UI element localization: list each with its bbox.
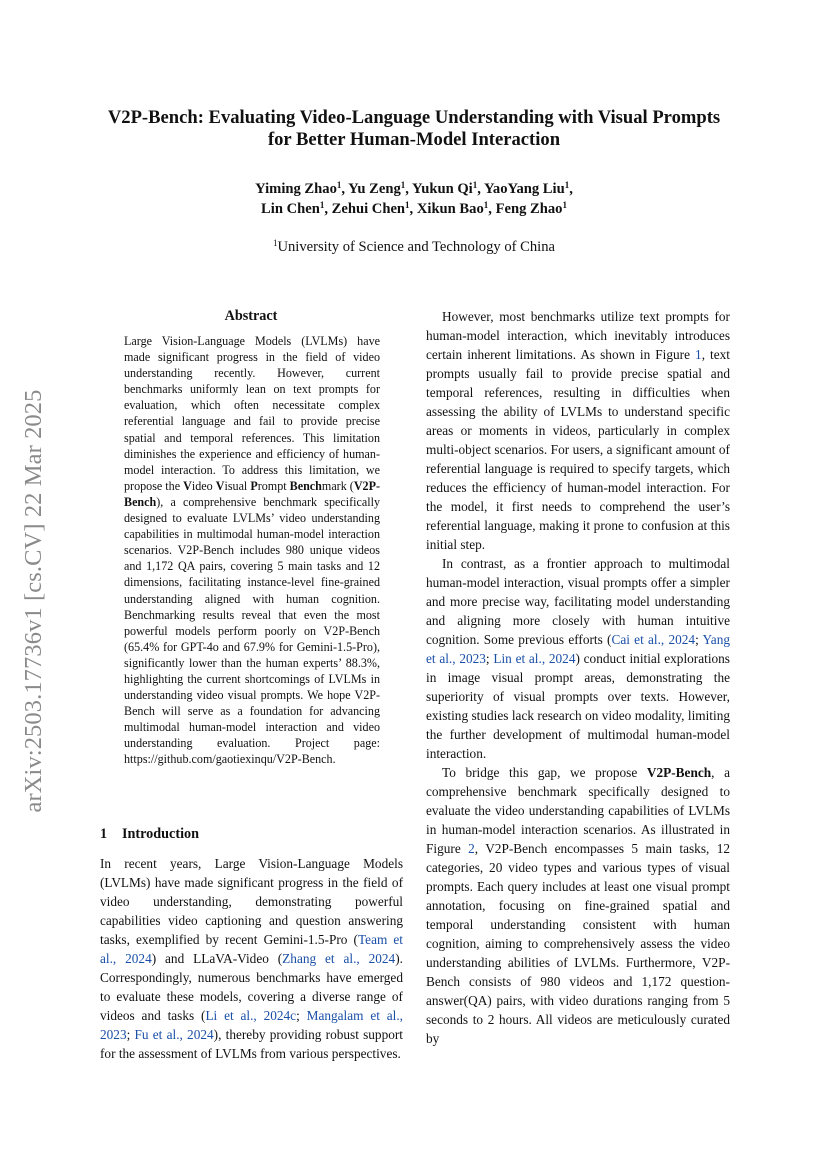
abstract-heading: Abstract [224, 308, 278, 324]
citation-link[interactable]: Zhang et al., 2024 [282, 951, 396, 966]
paragraph-text: However, most benchmarks utilize text prompts for human-model interaction, which inevitably introduces certain inherent limitations. As shown in Figure [426, 309, 730, 362]
author-name: Yukun Qi [412, 181, 473, 197]
intro-paragraph-4 [426, 763, 730, 1048]
paragraph-text: ; [126, 1027, 135, 1042]
abstract-text-part: rompt [257, 478, 290, 493]
paragraph-text: ; [485, 651, 494, 666]
author-line-2: Lin Chen$^1$, Zehui Chen$^1$, Xikun Bao$^1$, Feng Zhao$^1$ [261, 200, 567, 217]
paragraph-text: ). Correspondingly, numerous benchmarks have emerged to evaluate these models, covering a diverse range of videos and tasks ( [100, 951, 403, 1023]
paragraph-text: ) conduct initial explorations in image visual prompt areas, demonstrating the superiority of visual prompts over texts. However, existing studies lack research on video modality, limiting the further development of multimodal human-model interaction. [426, 651, 730, 761]
abstract-text [124, 333, 380, 768]
author-name: Yu Zeng [348, 181, 401, 197]
abstract-acronym-letter: Bench [289, 478, 322, 493]
right-column [426, 307, 730, 1048]
author-name: Lin Chen [261, 201, 320, 217]
figure-reference-link[interactable]: 1 [695, 347, 702, 362]
author-list [140, 179, 688, 219]
author-line-1: Yiming Zhao$^1$, Yu Zeng$^1$, Yukun Qi$^1$, YaoYang Liu$^1$, [255, 180, 573, 197]
intro-paragraph-1 [100, 854, 403, 1063]
author-affil-mark: 1 [405, 200, 410, 210]
paragraph-text: In contrast, as a frontier approach to multimodal human-model interaction, visual prompts offer a simpler and more precise way, facilitating model understanding and aligning more closely with human intuitive cognition. Some previous efforts ( [426, 556, 730, 647]
abstract-text-part: ), a comprehensive benchmark specifically designed to evaluate LVLMs’ video understanding capabilities in multimodal human-model interaction scenarios. V2P-Bench includes 980 unique videos and 1,172 QA pairs, covering 5 main tasks and 12 dimensions, facilitating instance-level fine-grained understanding aligned with human cognition. Benchmarking results reveal that even the most powerful models perform poorly on V2P-Bench (65.4% for GPT-4o and 67.9% for Gemini-1.5-Pro), significantly lower than the human experts’ 88.3%, highlighting the current shortcomings of LVLMs in understanding video visual prompts. We hope V2P-Bench will serve as a foundation for advancing multimodal human-model interaction and video understanding evaluation. Project page: https://github.com/gaotiexinqu/V2P-Bench. [124, 494, 380, 767]
citation-link[interactable]: Cai et al., 2024 [611, 632, 696, 647]
intro-paragraph-2 [426, 307, 730, 554]
paragraph-text: ; [695, 632, 703, 647]
author-affil-mark: 1 [483, 200, 489, 210]
affiliation-name: University of Science and Technology of China [277, 239, 556, 255]
arxiv-sidebar [8, 356, 60, 846]
abstract-text-part: isual [224, 478, 251, 493]
paragraph-text: In recent years, Large Vision-Language Models (LVLMs) have made significant progress in the field of video understanding, demonstrating powerful capabilities video captioning and question answering tasks, exemplified by recent Gemini-1.5-Pro ( [100, 856, 403, 947]
author-name: Yiming Zhao [255, 181, 337, 197]
benchmark-name: V2P-Bench [124, 478, 381, 509]
author-name: Zehui Chen [331, 201, 406, 217]
citation-link[interactable]: Team et al., 2024 [100, 932, 404, 966]
author-name: YaoYang Liu [484, 181, 565, 197]
section-number: 1 [100, 826, 108, 842]
section-title: Introduction [122, 826, 199, 842]
author-affil-mark: 1 [472, 180, 478, 190]
author-affil-mark: 1 [400, 180, 406, 190]
paragraph-text: ), thereby providing robust support for the assessment of LVLMs from various perspectives. [100, 1027, 403, 1061]
citation-link[interactable]: Lin et al., 2024 [493, 651, 576, 666]
author-affil-mark: 1 [336, 180, 342, 190]
author-affil-mark: 1 [564, 180, 570, 190]
benchmark-name: V2P-Bench [646, 765, 712, 780]
abstract-text-part: ideo [191, 478, 216, 493]
author-affil-mark: 1 [562, 200, 567, 210]
paragraph-text: To bridge this gap, we propose [442, 765, 647, 780]
affiliation-mark: 1 [272, 238, 278, 248]
citation-link[interactable]: Li et al., 2024c [205, 1008, 297, 1023]
abstract-acronym-letter: P [250, 478, 258, 493]
arxiv-identifier: arXiv:2503.17736v1 [cs.CV] 22 Mar 2025 [20, 389, 47, 813]
paragraph-text: ) and LLaVA-Video ( [151, 951, 283, 966]
section-heading-introduction [100, 825, 199, 843]
paragraph-text: , a comprehensive benchmark specifically designed to evaluate the video understanding capabilities of LVLMs in human-model interaction scenarios. As illustrated in Figure [426, 765, 730, 856]
paragraph-text: ; [296, 1008, 307, 1023]
citation-link[interactable]: Mangalam et al., 2023 [100, 1008, 403, 1042]
paragraph-text: , V2P-Bench encompasses 5 main tasks, 12 categories, 20 video types and various types of visual prompts. Each query includes at least one visual prompt annotation, focusing on fine-grained spatial and temporal understanding consistent with human cognition, aiming to comprehensively assess the video understanding abilities of LVLMs. Furthermore, V2P-Bench consists of 980 videos and 1,172 question-answer(QA) pairs, with video durations ranging from 5 seconds to 2 hours. All videos are meticulously curated by [426, 841, 730, 1046]
author-name: Xikun Bao [416, 201, 484, 217]
paper-title: V2P-Bench: Evaluating Video-Language Understanding with Visual Prompts for Better Human-Model Interaction [107, 107, 721, 150]
citation-link[interactable]: Fu et al., 2024 [134, 1027, 214, 1042]
citation-link[interactable]: Yang et al., 2023 [426, 632, 730, 666]
abstract-text-part: mark ( [321, 478, 354, 493]
figure-reference-link[interactable]: 2 [468, 841, 475, 856]
author-name: Feng Zhao [495, 201, 563, 217]
author-affil-mark: 1 [319, 200, 325, 210]
affiliation [140, 237, 688, 257]
abstract-text-part: Large Vision-Language Models (LVLMs) have made significant progress in the field of video understanding recently. However, current benchmarks uniformly lean on text prompts for evaluation, which often necessitate complex referential language and fail to provide precise spatial and temporal references. This limitation diminishes the experience and efficiency of human-model interaction. To address this limitation, we propose the [124, 334, 380, 493]
abstract-acronym-letter: V [183, 478, 192, 493]
paragraph-text: , text prompts usually fail to provide precise spatial and temporal references, resulting in difficulties when assessing the ability of LVLMs to understand specific areas or moments in videos, particularly in complex multi-object scenarios. For users, a significant amount of referential language is required to specify targets, which reduces the efficiency of human-model interaction. For the model, it first needs to comprehend the user’s referential language, making it prone to confusion at this initial step. [426, 347, 730, 552]
intro-paragraph-3 [426, 554, 730, 763]
abstract-acronym-letter: V [215, 478, 225, 493]
